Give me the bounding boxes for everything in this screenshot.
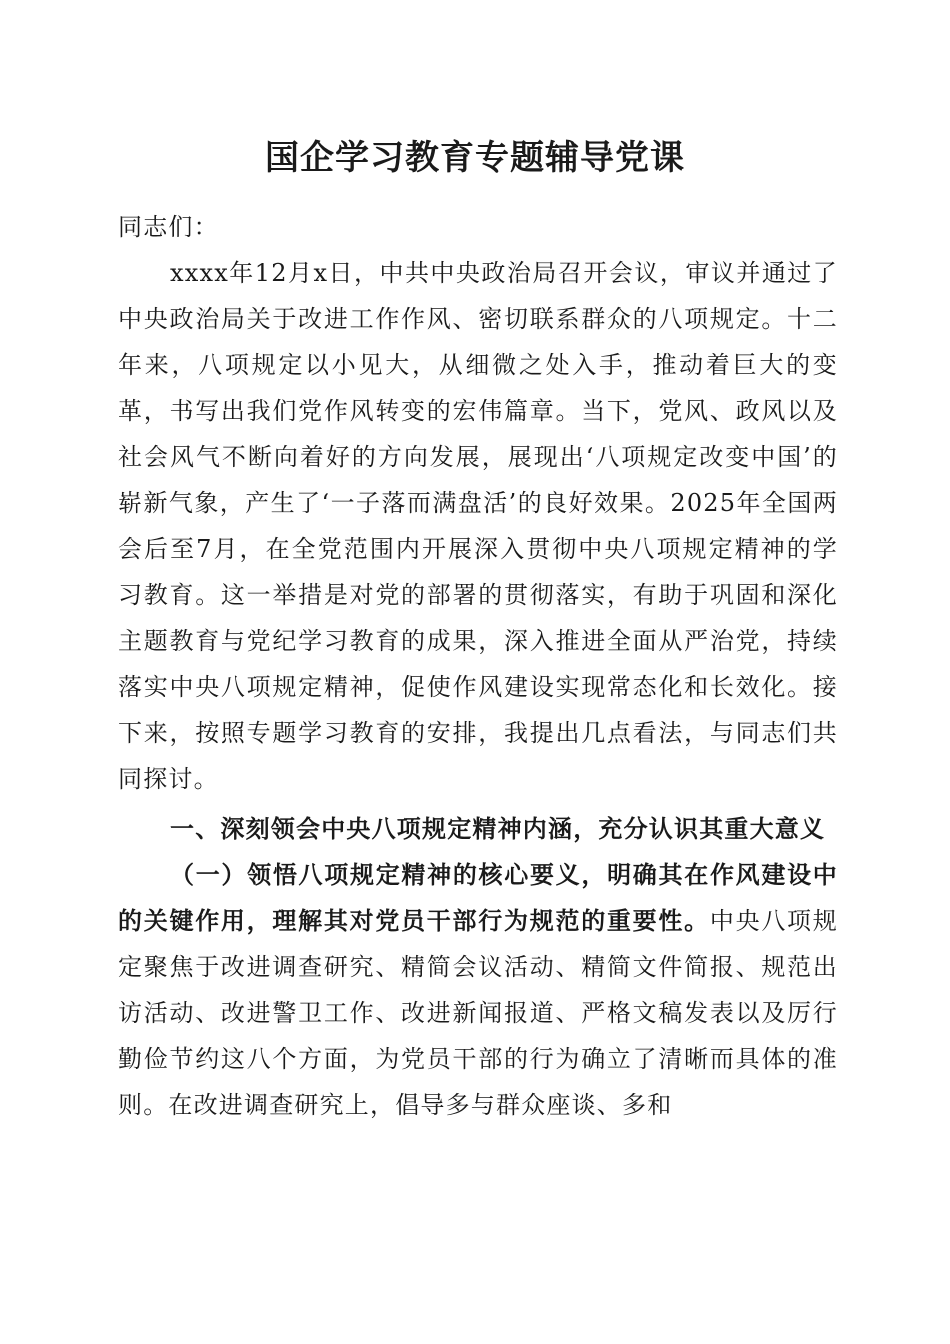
paragraph-section-1-1-body: 中央八项规定聚焦于改进调查研究、精简会议活动、精简文件简报、规范出访活动、改进警卫工作、改进新闻报道、严格文稿发表以及厉行勤俭节约这八个方面，为党员干部的行为确立了清晰而具体的准则。在改进调查研究上，倡导多与群众座谈、多和	[118, 907, 838, 1119]
salutation: 同志们：	[118, 213, 219, 241]
document-title: 国企学习教育专题辅导党课	[265, 138, 685, 178]
paragraph-intro: xxxx年12月x日，中共中央政治局召开会议，审议并通过了中央政治局关于改进工作作风、密切联系群众的八项规定。十二年来，八项规定以小见大，从细微之处入手，推动着巨大的变革，书写出我们党作风转变的宏伟篇章。当下，党风、政风以及社会风气不断向着好的方向发展，展现出‘八项规定改变中国’的崭新气象，产生了‘一子落而满盘活’的良好效果。2025年全国两会后至7月，在全党范围内开展深入贯彻中央八项规定精神的学习教育。这一举措是对党的部署的贯彻落实，有助于巩固和深化主题教育与党纪学习教育的成果，深入推进全面从严治党，持续落实中央八项规定精神，促使作风建设实现常态化和长效化。接下来，按照专题学习教育的安排，我提出几点看法，与同志们共同探讨。	[118, 259, 838, 793]
document-body	[118, 204, 838, 1128]
section-heading-1: 一、深刻领会中央八项规定精神内涵，充分认识其重大意义	[170, 815, 826, 843]
subheading-1: （一）领悟八项规定精神的核心要义，明确其在作风建设中的关键作用，理解其对党员干部行为规范的重要性。	[118, 860, 838, 935]
paragraph-section-1-1	[118, 852, 838, 1128]
